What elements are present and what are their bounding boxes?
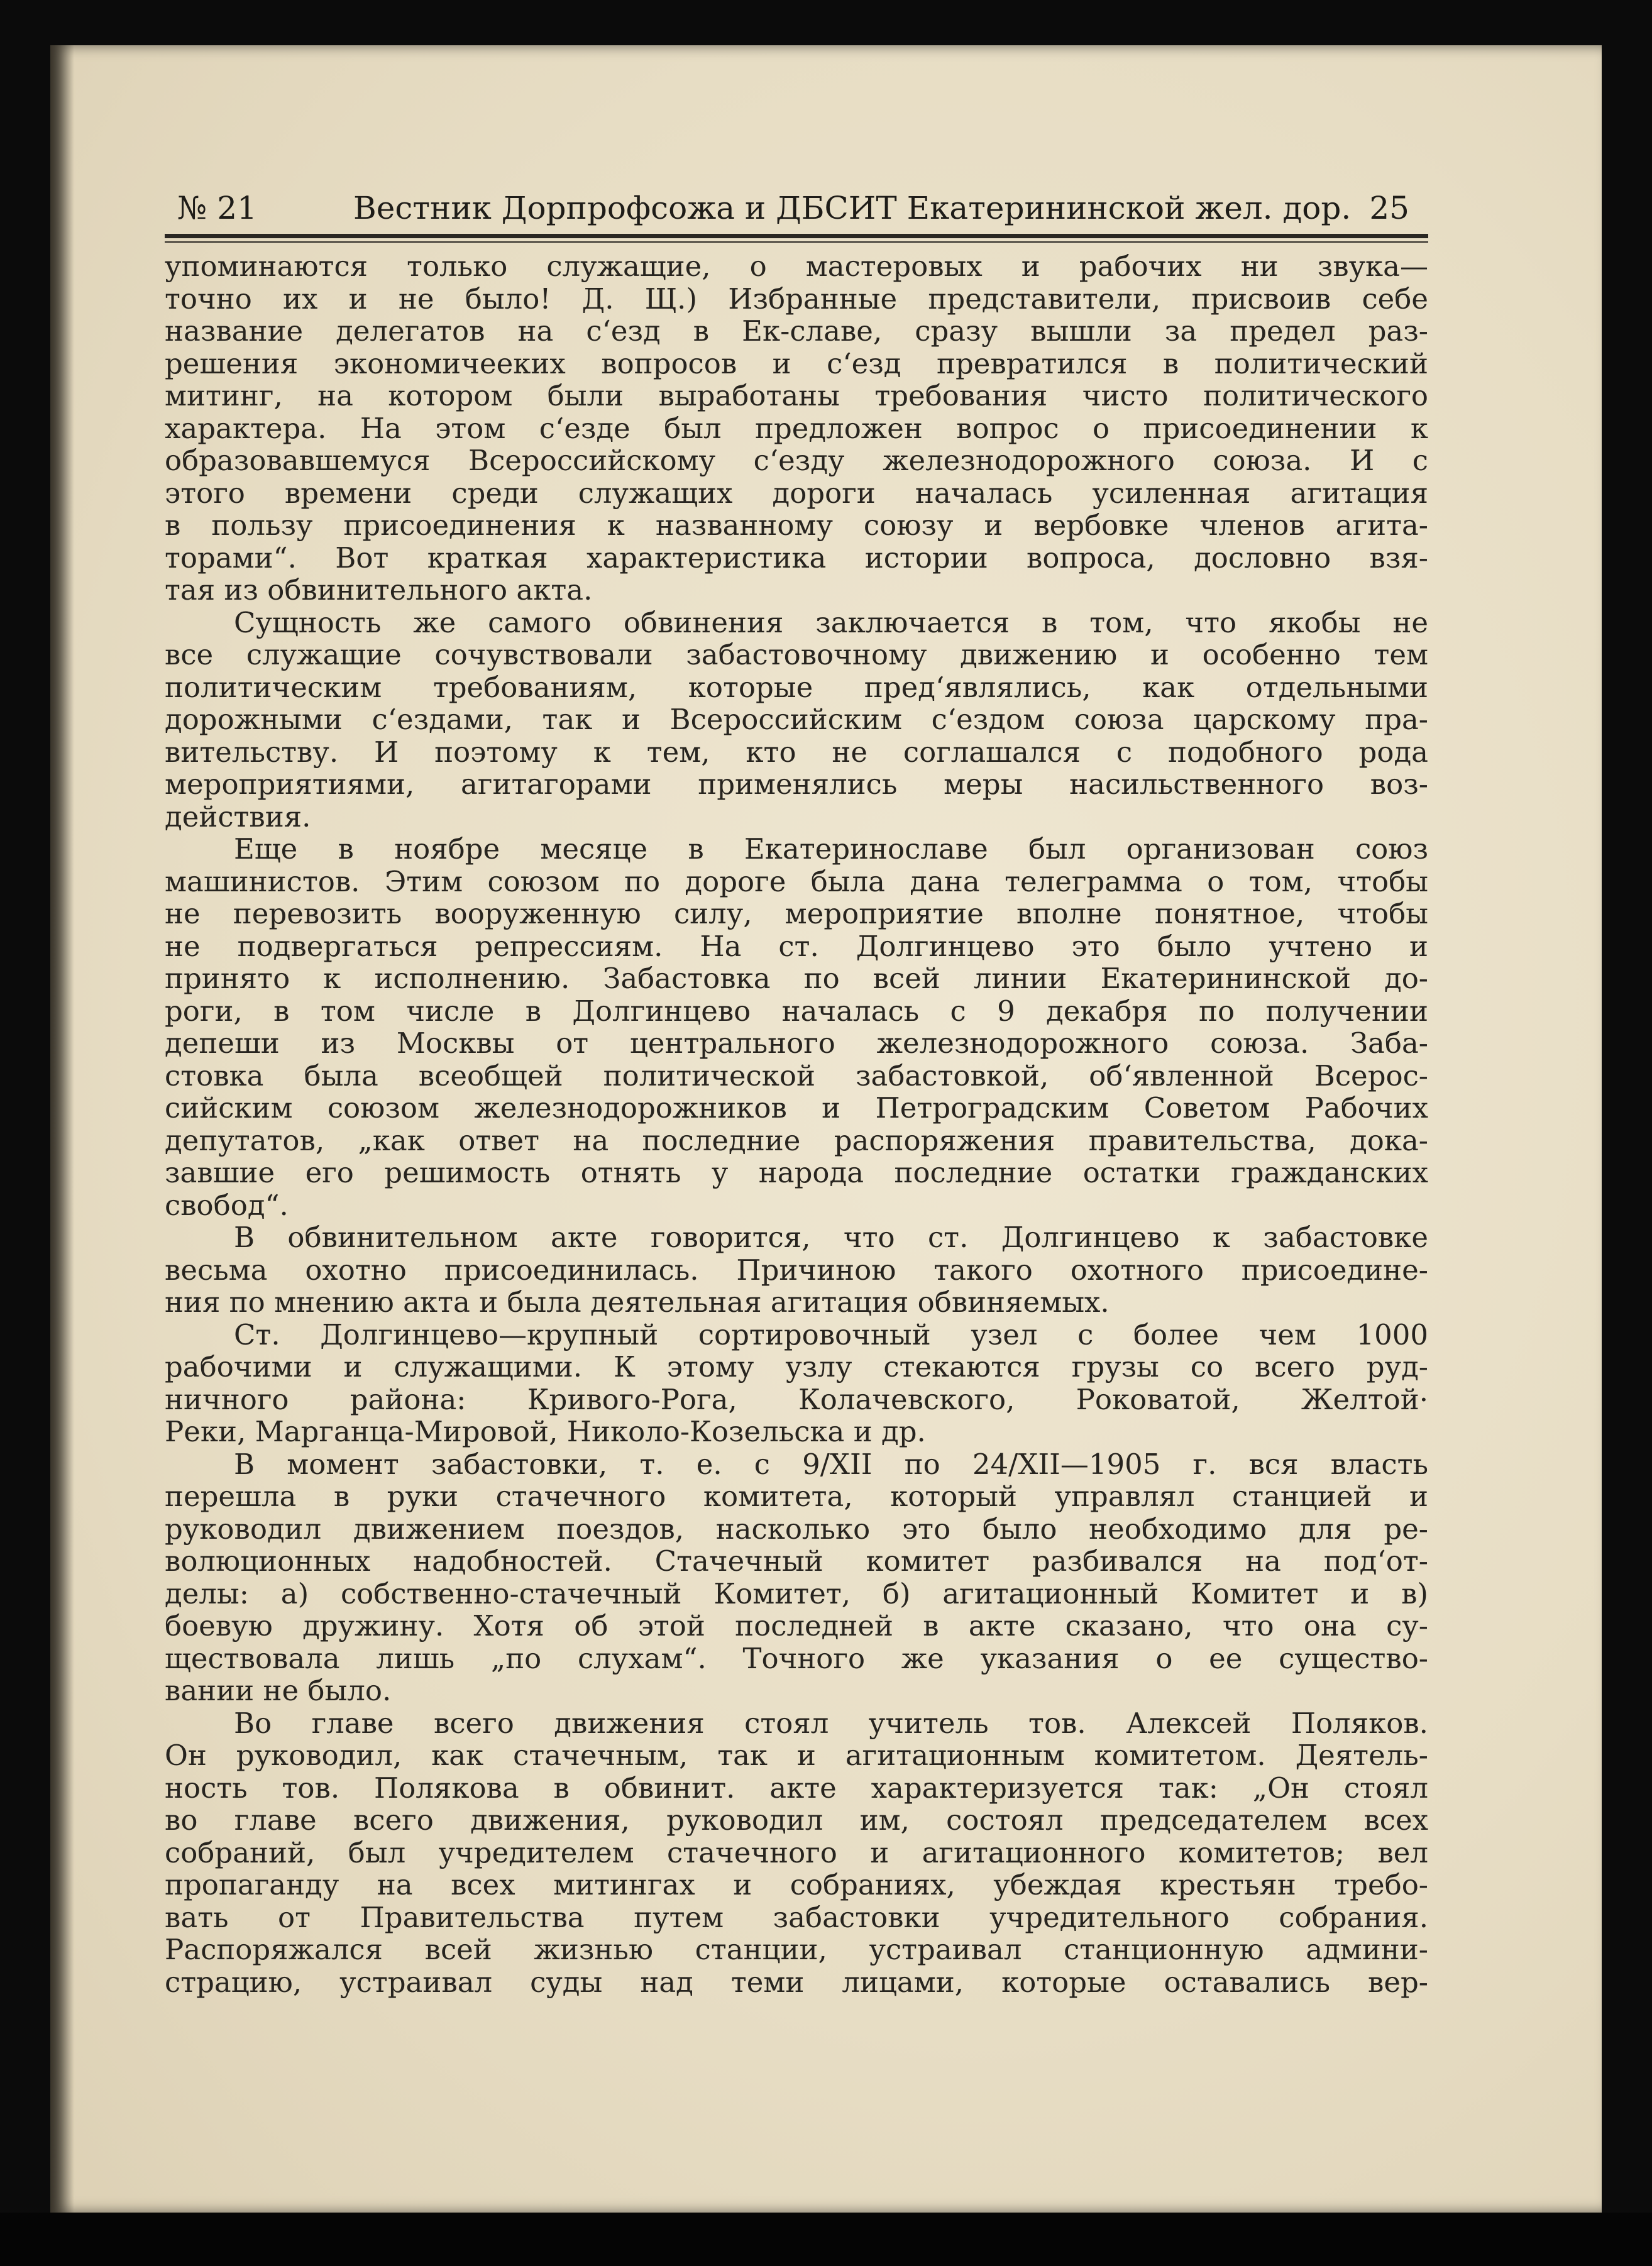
text-line: этого времени среди служащих дороги началась усиленная агитация (165, 476, 1428, 509)
text-line: характера. На этом с‘езде был предложен вопрос о присоединении к (165, 412, 1428, 444)
scan-bottom-border (0, 2213, 1652, 2266)
text-line: вать от Правительства путем забастовки учредительного собрания. (165, 1901, 1428, 1933)
text-line: руководил движением поездов, насколько это было необходимо для ре- (165, 1512, 1428, 1545)
running-header (165, 190, 1428, 240)
text-line: ния по мнению акта и была деятельная агитация обвиняемых. (165, 1286, 1110, 1319)
text-line: ществовала лишь „по слухам“. Точного же указания о ее существо- (165, 1642, 1428, 1675)
text-line: роги, в том числе в Долгинцево началась с 9 декабря по получении (165, 994, 1428, 1027)
text-line: В момент забастовки, т. е. с 9/XII по 24/XII—1905 г. вся власть (234, 1448, 1428, 1480)
text-line: Он руководил, как стачечным, так и агитационным комитетом. Деятель- (165, 1739, 1428, 1772)
text-line: стовка была всеобщей политической забастовкой, об‘явленной Всерос- (165, 1059, 1428, 1092)
text-line: Еще в ноябре месяце в Екатеринославе был организован союз (234, 833, 1428, 866)
text-line: все служащие сочувствовали забастовочному движению и особенно тем (165, 639, 1428, 671)
text-line: точно их и не было! Д. Щ.) Избранные представители, присвоив себе (165, 282, 1428, 315)
text-line: вительству. И поэтому к тем, кто не соглашался с подобного рода (165, 735, 1428, 768)
text-line: депеши из Москвы от центрального железнодорожного союза. Заба- (165, 1027, 1428, 1060)
text-line: торами“. Вот краткая характеристика истории вопроса, дословно взя- (165, 541, 1428, 574)
text-line: ность тов. Полякова в обвинит. акте характеризуется так: „Он стоял (165, 1771, 1428, 1804)
text-line: В обвинительном акте говорится, что ст. Долгинцево к забастовке (234, 1221, 1428, 1254)
text-line: во главе всего движения, руководил им, состоял председателем всех (165, 1804, 1428, 1837)
text-line: собраний, был учредителем стачечного и агитационного комитетов; вел (165, 1836, 1428, 1869)
text-line: Реки, Марганца-Мировой, Николо-Козельска и др. (165, 1416, 926, 1448)
text-line: завшие его решимость отнять у народа последние остатки гражданских (165, 1157, 1428, 1189)
text-line: Ст. Долгинцево—крупный сортировочный узел с более чем 1000 (234, 1318, 1428, 1351)
text-line: не подвергаться репрессиям. На ст. Долгинцево это было учтено и (165, 930, 1428, 962)
text-line: решения экономичееких вопросов и с‘езд превратился в политический (165, 347, 1428, 380)
text-line: Распоряжался всей жизнью станции, устраивал станционную админи- (165, 1933, 1428, 1966)
page-number: 25 (1369, 190, 1409, 226)
text-line: машинистов. Этим союзом по дороге была дана телеграмма о том, чтобы (165, 865, 1428, 898)
binding-shadow (50, 45, 74, 2213)
text-line: делы: а) собственно-стачечный Комитет, б) агитационный Комитет и в) (165, 1577, 1428, 1610)
article-body (165, 250, 1428, 1998)
issue-number: № 21 (177, 190, 257, 226)
text-line: волюционных надобностей. Стачечный комитет разбивался на под‘от- (165, 1545, 1428, 1578)
text-line: перешла в руки стачечного комитета, который управлял станцией и (165, 1480, 1428, 1513)
journal-title: Вестник Дорпрофсожа и ДБСИТ Екатерининской жел. дор. (353, 190, 1352, 226)
text-line: образовавшемуся Всероссийскому с‘езду железнодорожного союза. И с (165, 444, 1428, 477)
text-line: депутатов, „как ответ на последние распоряжения правительства, дока- (165, 1124, 1428, 1157)
text-line: рабочими и служащими. К этому узлу стекаются грузы со всего руд- (165, 1351, 1428, 1383)
text-line: свобод“. (165, 1189, 289, 1221)
text-line: упоминаются только служащие, о мастеровых и рабочих ни звука— (165, 250, 1428, 283)
text-line: тая из обвинительного акта. (165, 574, 593, 607)
text-line: Сущность же самого обвинения заключается в том, что якобы не (234, 606, 1428, 639)
header-rule-thin (165, 241, 1428, 243)
text-line: мероприятиями, агитагорами применялись меры насильственного воз- (165, 768, 1428, 801)
text-line: митинг, на котором были выработаны требования чисто политического (165, 380, 1428, 412)
text-line: боевую дружину. Хотя об этой последней в акте сказано, что она су- (165, 1610, 1428, 1642)
text-line: весьма охотно присоединилась. Причиною такого охотного присоедине- (165, 1253, 1428, 1286)
text-line: не перевозить вооруженную силу, мероприятие вполне понятное, чтобы (165, 898, 1428, 930)
text-line: вании не было. (165, 1675, 392, 1707)
text-line: действия. (165, 800, 311, 833)
text-line: политическим требованиям, которые пред‘являлись, как отдельными (165, 671, 1428, 703)
text-line: страцию, устраивал суды над теми лицами, которые оставались вер- (165, 1966, 1428, 1998)
text-line: принято к исполнению. Забастовка по всей линии Екатерининской до- (165, 962, 1428, 995)
text-line: в пользу присоединения к названному союзу и вербовке членов агита- (165, 509, 1428, 542)
text-line: дорожными с‘ездами, так и Всероссийским с‘ездом союза царскому пра- (165, 703, 1428, 736)
text-line: пропаганду на всех митингах и собраниях, убеждая крестьян требо- (165, 1869, 1428, 1901)
header-rule-thick (165, 234, 1428, 238)
text-line: название делегатов на с‘езд в Ек-славе, сразу вышли за предел раз- (165, 315, 1428, 348)
text-line: ничного района: Кривого-Рога, Колачевского, Роковатой, Желтой· (165, 1383, 1428, 1416)
text-line: сийским союзом железнодорожников и Петроградским Советом Рабочих (165, 1092, 1428, 1125)
text-line: Во главе всего движения стоял учитель тов. Алексей Поляков. (234, 1707, 1428, 1739)
